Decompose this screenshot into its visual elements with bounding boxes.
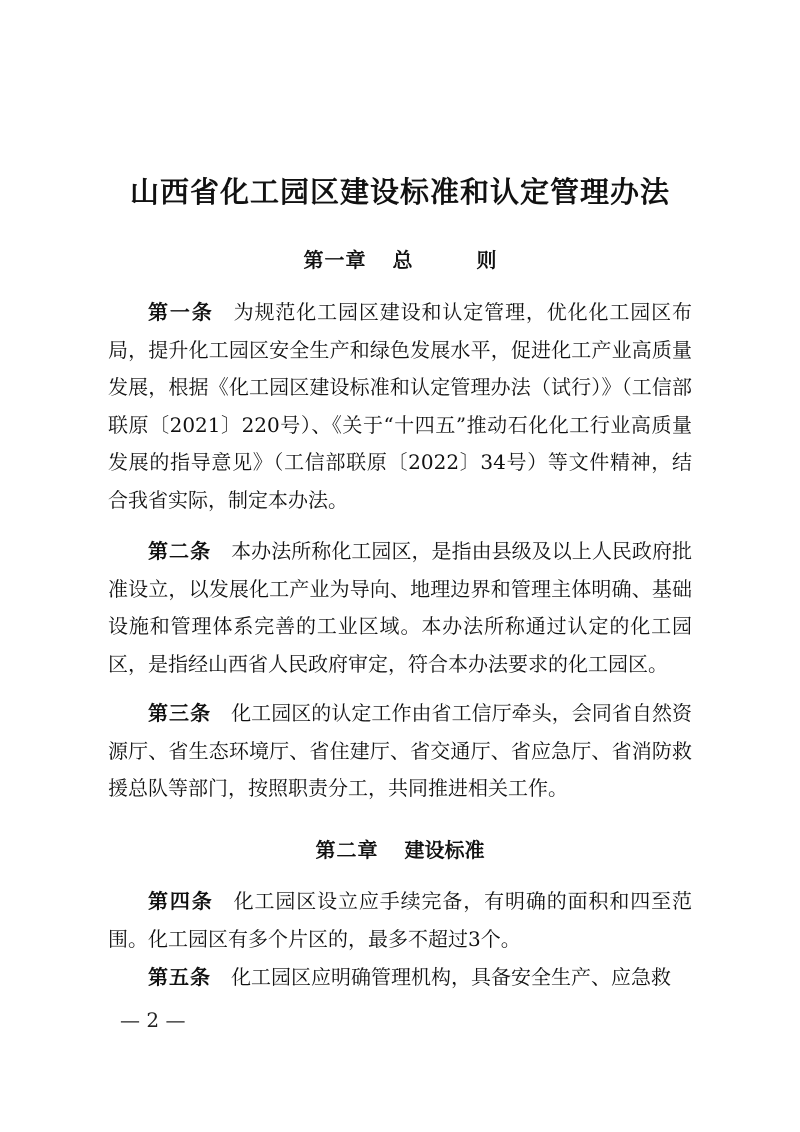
article-1 <box>108 294 692 519</box>
page-number: — 2 — <box>120 1008 186 1032</box>
article-text: 化工园区应明确管理机构，具备安全生产、应急救 <box>231 965 671 989</box>
article-text: 本办法所称化工园区，是指由县级及以上人民政府批准设立，以发展化工产业为导向、地理边界和管理主体明确、基础设施和管理体系完善的工业区域。本办法所称通过认定的化工园区，是指经山西省人民政府审定，符合本办法要求的化工园区。 <box>108 539 693 676</box>
article-text: 化工园区设立应手续完备，有明确的面积和四至范围。化工园区有多个片区的，最多不超过3个。 <box>108 889 692 951</box>
chapter-heading-2 <box>0 834 800 863</box>
article-label: 第一条 <box>148 300 214 324</box>
chapter-name: 建设标准 <box>404 838 485 862</box>
article-text: 化工园区的认定工作由省工信厅牵头，会同省自然资源厅、省生态环境厅、省住建厅、省交通厅、省应急厅、省消防救援总队等部门，按照职责分工，共同推进相关工作。 <box>108 701 693 800</box>
document-title: 山西省化工园区建设标准和认定管理办法 <box>129 175 670 209</box>
chapter-name: 总 则 <box>392 248 519 272</box>
article-label: 第二条 <box>148 539 212 563</box>
article-text: 为规范化工园区建设和认定管理，优化化工园区布局，提升化工园区安全生产和绿色发展水平，促进化工产业高质量发展，根据《化工园区建设标准和认定管理办法（试行）》（工信部联原〔2021〕220号）、《关于“十四五”推动石化化工行业高质量发展的指导意见》（工信部联原〔2022〕34号）等文件精神，结合我省实际，制定本办法。 <box>108 300 692 512</box>
chapter-number: 第一章 <box>303 248 367 272</box>
article-label: 第四条 <box>148 889 214 913</box>
article-5 <box>108 959 692 997</box>
chapter-heading-1 <box>0 244 800 273</box>
article-2 <box>108 533 692 683</box>
article-3 <box>108 695 692 808</box>
chapter-number: 第二章 <box>315 838 379 862</box>
article-label: 第五条 <box>148 965 211 989</box>
article-4 <box>108 883 692 958</box>
article-label: 第三条 <box>148 701 212 725</box>
